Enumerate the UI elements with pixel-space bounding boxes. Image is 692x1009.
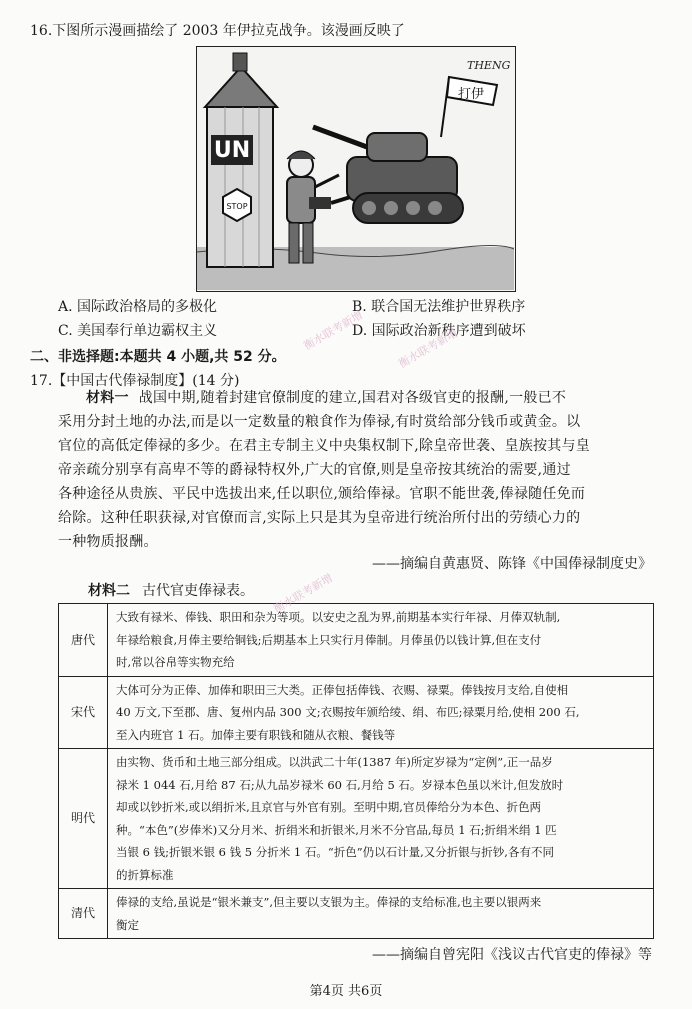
material-1-label: 材料一 xyxy=(86,390,129,406)
material-1-line: 帝亲疏分别享有高卑不等的爵禄特权外,广大的官僚,则是皇帝按其统治的需要,通过 xyxy=(58,462,571,478)
material-1-line: 各种途径从贵族、平民中选拔出来,任以职位,颁给俸禄。官职不能世袭,俸禄随任免而 xyxy=(58,486,586,502)
cartoon-drawing xyxy=(197,47,514,290)
option-b[interactable]: B. 联合国无法维护世界秩序 xyxy=(352,299,526,315)
material-2-label: 材料二 xyxy=(88,583,130,599)
iraq-war-cartoon xyxy=(196,46,516,292)
dynasty-cell: 明代 xyxy=(59,749,108,889)
option-d[interactable]: D. 国际政治新秩序遭到破坏 xyxy=(352,323,526,339)
table-row xyxy=(59,604,654,677)
dynasty-cell: 宋代 xyxy=(59,676,108,749)
watermark: 衡水联考新增 xyxy=(396,326,461,371)
stop-sign: STOP xyxy=(226,202,248,211)
material-1-line: 给除。这种任职获禄,对官僚而言,实际上只是其为皇帝进行统治所付出的劳绩心力的 xyxy=(58,510,581,526)
table-row xyxy=(59,676,654,749)
dynasty-cell: 唐代 xyxy=(59,604,108,677)
watermark: 衡水联考新增 xyxy=(271,571,336,616)
content-cell: 由实物、货币和土地三部分组成。以洪武二十年(1387 年)所定岁禄为“定例”,正一品岁 禄米 1 044 石,月给 87 石;从九品岁禄米 60 石,月给 5 石。岁禄本色虽以米计,但发放时 却或以钞折米,或以绢折米,且京官与外官有别。至明中期,官员俸给分为本色、折色两 种。“本色”(岁俸米)又分月米、折绢米和折银米,月米不分官品,每员 1 石;折绢米绢 1 匹 当银 6 钱;折银米银 6 钱 5 分折米 1 石。“折色”仍以石计量,又分折银与折钞,各有不同 的折算标准 xyxy=(108,749,654,889)
material-1 xyxy=(58,386,654,554)
un-sign: UN xyxy=(213,138,251,163)
material-1-line: 官位的高低定俸禄的多少。在君主专制主义中央集权制下,除皇帝世袭、皇族按其与皇 xyxy=(58,438,590,454)
material-1-line: 材料一 战国中期,随着封建官僚制度的建立,国君对各级官吏的报酬,一般已不 xyxy=(86,390,567,406)
salary-table xyxy=(58,603,654,939)
content-cell: 大体可分为正俸、加俸和职田三大类。正俸包括俸钱、衣赐、禄粟。俸钱按月支给,自使相 40 万文,下至郡、唐、复州内品 300 文;衣赐按年颁给绫、绢、布匹;禄粟月给,使相 200 石, 至入内班官 1 石。加俸主要有职钱和随从衣粮、餐钱等 xyxy=(108,676,654,749)
question-16-stem: 16.下图所示漫画描绘了 2003 年伊拉克战争。该漫画反映了 xyxy=(30,23,405,39)
option-c[interactable]: C. 美国奉行单边霸权主义 xyxy=(58,323,218,339)
content-cell: 大致有禄米、俸钱、职田和杂为等项。以安史之乱为界,前期基本实行年禄、月俸双轨制, 年禄给粮食,月俸主要给铜钱;后期基本上只实行月俸制。月俸虽仍以钱计算,但在支付 时,常以谷帛等实物充给 xyxy=(108,604,654,677)
material-1-line: 采用分封土地的办法,而是以一定数量的粮食作为俸禄,有时赏给部分钱币或黄金。以 xyxy=(58,414,581,430)
section-2-heading: 二、非选择题:本题共 4 小题,共 52 分。 xyxy=(30,349,286,365)
tank-flag-text: 打伊 xyxy=(457,87,485,102)
material-2-title: 古代官吏俸禄表。 xyxy=(142,583,254,599)
table-row xyxy=(59,889,654,939)
option-a[interactable]: A. 国际政治格局的多极化 xyxy=(58,299,218,315)
material-2-heading xyxy=(88,580,254,600)
material-1-source: ——摘编自黄惠贤、陈锋《中国俸禄制度史》 xyxy=(372,556,652,572)
watermark: 衡水联考新增 xyxy=(301,308,366,353)
dynasty-cell: 清代 xyxy=(59,889,108,939)
cartoonist-signature: THENG xyxy=(467,59,511,72)
material-1-line: 一种物质报酬。 xyxy=(58,534,158,550)
question-17-header: 17.【中国古代俸禄制度】(14 分) xyxy=(30,373,240,389)
content-cell: 俸禄的支给,虽说是“银米兼支”,但主要以支银为主。俸禄的支给标准,也主要以银两来 衡定 xyxy=(108,889,654,939)
page-number: 第4页 共6页 xyxy=(309,984,383,999)
table-row xyxy=(59,749,654,889)
material-2-source: ——摘编自曾宪阳《浅议古代官吏的俸禄》等 xyxy=(372,947,652,963)
